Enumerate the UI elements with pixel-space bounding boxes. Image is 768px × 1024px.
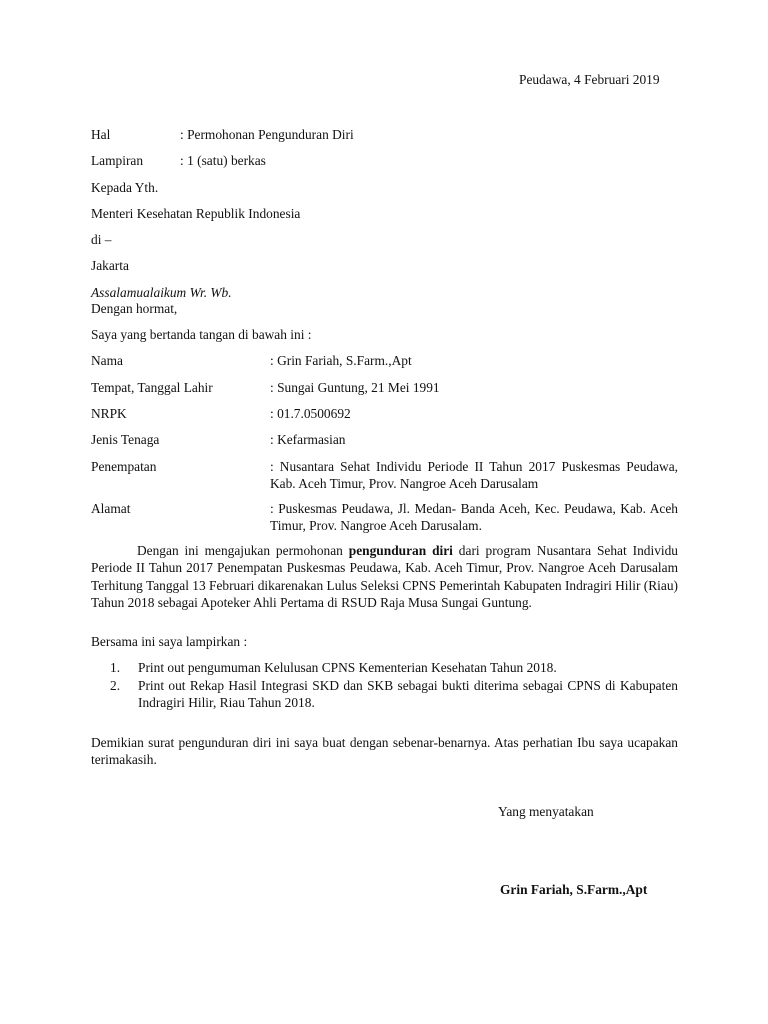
field-label-nama: Nama xyxy=(91,353,123,368)
field-label-alamat: Alamat xyxy=(91,501,131,516)
attachment-number: 2. xyxy=(110,677,121,693)
greeting-line: Assalamualaikum Wr. Wb. xyxy=(91,285,232,300)
field-value-nrpk: : 01.7.0500692 xyxy=(270,406,351,421)
body-text-bold: pengunduran diri xyxy=(348,543,453,558)
di-line: di – xyxy=(91,232,112,247)
recipient-line: Menteri Kesehatan Republik Indonesia xyxy=(91,206,301,221)
lampiran-value: : 1 (satu) berkas xyxy=(180,153,266,168)
salutation-line: Dengan hormat, xyxy=(91,301,178,316)
place-date: Peudawa, 4 Februari 2019 xyxy=(519,72,660,87)
hal-value: : Permohonan Pengunduran Diri xyxy=(180,127,354,142)
field-label-jenis-tenaga: Jenis Tenaga xyxy=(91,432,160,447)
body-text-post: dari program Nusantara Sehat Individu Periode II Tahun 2017 Penempatan Puskesmas Peudawa, Kab. Aceh Timur, Prov. Nangroe Aceh Darusalam Terhitung Tanggal 13 Februari dikarenakan Lulus Seleksi CPNS Pemerintah Kabupaten Indragiri Hilir (Riau) Tahun 2018 sebagai Apoteker Ahli Pertama di RSUD Raja Musa Sungai Guntung. xyxy=(91,543,678,611)
attachment-text: Print out Rekap Hasil Integrasi SKD dan SKB sebagai bukti diterima sebagai CPNS di Kabupaten Indragiri Hilir, Riau Tahun 2018. xyxy=(138,677,678,711)
attachments-intro: Bersama ini saya lampirkan : xyxy=(91,634,248,649)
kepada-line: Kepada Yth. xyxy=(91,180,159,195)
attachment-item xyxy=(110,677,678,712)
closing-paragraph: Demikian surat pengunduran diri ini saya buat dengan sebenar-benarnya. Atas perhatian Ibu saya ucapakan terimakasih. xyxy=(91,735,678,768)
field-label-nrpk: NRPK xyxy=(91,406,127,421)
field-label-ttl: Tempat, Tanggal Lahir xyxy=(91,380,213,395)
attachments-list xyxy=(110,659,678,712)
attachment-text: Print out pengumuman Kelulusan CPNS Kementerian Kesehatan Tahun 2018. xyxy=(138,660,557,675)
field-label-penempatan: Penempatan xyxy=(91,459,157,474)
hal-label: Hal xyxy=(91,127,111,142)
body-text-pre: Dengan ini mengajukan permohonan xyxy=(137,543,349,558)
signer-name: Grin Fariah, S.Farm.,Apt xyxy=(500,882,648,897)
field-value-alamat: : Puskesmas Peudawa, Jl. Medan- Banda Aceh, Kec. Peudawa, Kab. Aceh Timur, Prov. Nangroe Aceh Darusalam. xyxy=(270,501,678,534)
lampiran-label: Lampiran xyxy=(91,153,144,168)
attachment-item xyxy=(110,659,678,677)
field-value-jenis-tenaga: : Kefarmasian xyxy=(270,432,346,447)
body-paragraph xyxy=(91,542,678,612)
field-value-nama: : Grin Fariah, S.Farm.,Apt xyxy=(270,353,412,368)
attachment-number: 1. xyxy=(110,660,121,675)
field-value-ttl: : Sungai Guntung, 21 Mei 1991 xyxy=(270,380,440,395)
signoff-line: Yang menyatakan xyxy=(498,804,594,819)
intro-line: Saya yang bertanda tangan di bawah ini : xyxy=(91,327,312,342)
city-line: Jakarta xyxy=(91,258,129,273)
field-value-penempatan: : Nusantara Sehat Individu Periode II Tahun 2017 Puskesmas Peudawa, Kab. Aceh Timur, Prov. Nangroe Aceh Darusalam xyxy=(270,459,678,492)
